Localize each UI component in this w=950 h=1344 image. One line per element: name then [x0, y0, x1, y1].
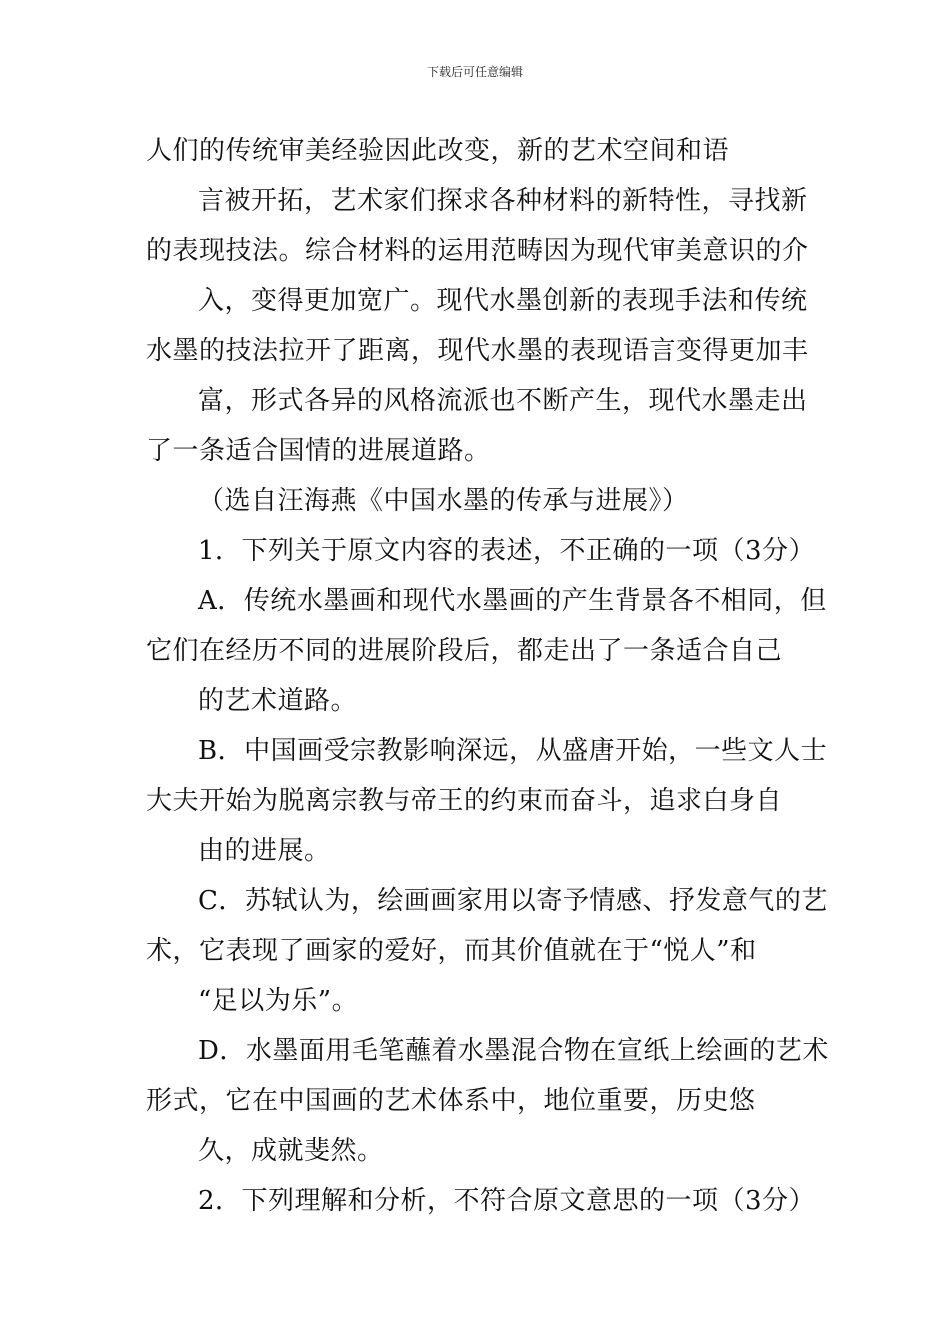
- document-body: [146, 126, 829, 1226]
- option-c-continued: “足以为乐”。: [198, 986, 359, 1016]
- text-line: 入，变得更加宽广。现代水墨创新的表现手法和传统: [198, 286, 808, 316]
- text-line: 富，形式各异的风格流派也不断产生，现代水墨走出: [198, 386, 808, 416]
- option-c: C．苏轼认为，绘画画家用以寄予情感、抒发意气的艺: [198, 886, 828, 916]
- page-header: 下载后可任意编辑: [426, 65, 523, 79]
- option-a-continued: 它们在经历不同的进展阶段后，都走出了一条适合自己: [146, 636, 783, 666]
- text-line: 水墨的技法拉开了距离，现代水墨的表现语言变得更加丰: [146, 336, 809, 366]
- option-a: A．传统水墨画和现代水墨画的产生背景各不相同，但: [198, 586, 827, 616]
- question-2-prompt: 2．下列理解和分析，不符合原文意思的一项（3分）: [198, 1186, 816, 1216]
- option-a-continued: 的艺术道路。: [198, 686, 358, 716]
- option-b-continued: 由的进展。: [198, 836, 331, 866]
- text-line: 言被开拓，艺术家们探求各种材料的新特性，寻找新: [198, 186, 808, 216]
- source-citation: （选自汪海燕《中国水墨的传承与进展》）: [198, 486, 689, 516]
- option-b: B．中国画受宗教影响深远，从盛唐开始，一些文人士: [198, 736, 828, 766]
- option-d-continued: 久，成就斐然。: [198, 1136, 384, 1166]
- text-line: 人们的传统审美经验因此改变，新的艺术空间和语: [146, 136, 730, 166]
- option-c-continued: 术，它表现了画家的爱好，而其价值就在于“悦人”和: [146, 936, 757, 966]
- question-1-prompt: 1．下列关于原文内容的表述，不正确的一项（3分）: [198, 536, 816, 566]
- text-line: 了一条适合国情的进展道路。: [146, 436, 491, 466]
- option-b-continued: 大夫开始为脱离宗教与帝王的约束而奋斗，追求白身自: [146, 786, 783, 816]
- option-d-continued: 形式，它在中国画的艺术体系中，地位重要，历史悠: [146, 1086, 756, 1116]
- option-d: D．水墨面用毛笔蘸着水墨混合物在宣纸上绘画的艺术: [198, 1036, 829, 1066]
- text-line: 的表现技法。综合材料的运用范畴因为现代审美意识的介: [146, 236, 809, 266]
